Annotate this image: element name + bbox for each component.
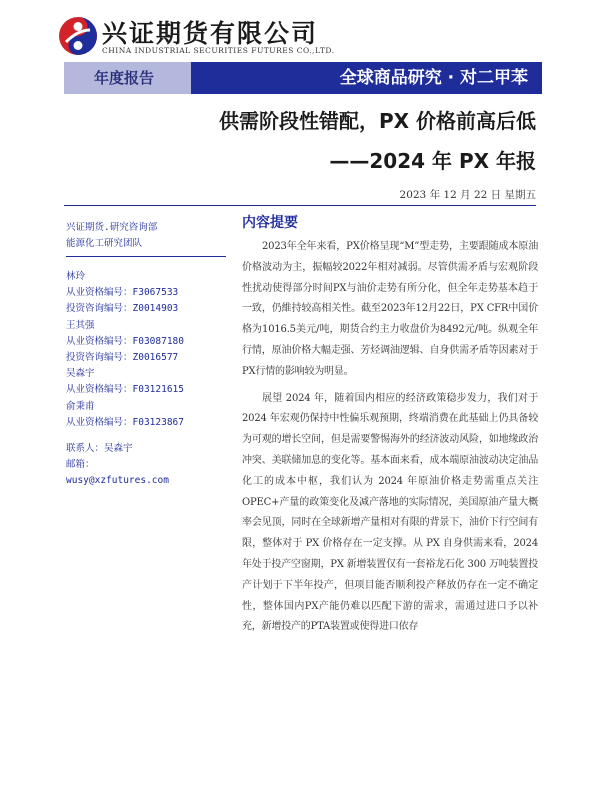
analyst-sidebar: [66, 220, 226, 490]
company-logo-icon: [58, 16, 98, 56]
analyst-line: 吴森宇: [66, 368, 95, 380]
contact-block: [66, 441, 226, 490]
header-divider: [64, 205, 536, 206]
analyst-line: 从业资格编号：F03123867: [66, 416, 184, 428]
contact-email-link[interactable]: wusy@xzfutures.com: [66, 475, 169, 487]
analyst-list: [66, 269, 226, 431]
summary-section: [242, 213, 538, 638]
company-name: 兴证期货有限公司: [102, 19, 319, 48]
report-date: 2023 年 12 月 22 日 星期五: [399, 189, 536, 201]
contact-email-label: 邮箱：: [66, 459, 95, 471]
contact-person: 联系人：吴森宇: [66, 443, 133, 455]
analyst-line: 投资咨询编号：Z0014903: [66, 303, 179, 315]
analyst-line: 从业资格编号：F03121615: [66, 384, 184, 396]
analyst-line: 投资咨询编号：Z0016577: [66, 352, 179, 364]
analyst-line: 俞秉甫: [66, 400, 95, 412]
summary-paragraph: 展望 2024 年，随着国内相应的经济政策稳步发力，我们对于 2024 年宏观仍保持中性偏乐观预期，终端消费在此基础上仍具备较为可观的增长空间，但是需要警惕海外的经济波动风险，如地缘政治冲突、美联储加息的变化等。基本面来看，成本端原油波动决定油品化工的成本中枢，我们认为 2024 年原油价格走势需重点关注 OPEC+产量的政策变化及减产落地的实际情况，美国原油产量大概率会见顶，同时在全球新增产量相对有限的背景下，油价下行空间有限，整体对于 PX 价格存在一定支撑。从 PX 自身供需来看，2024 年处于投产空窗期，PX 新增装置仅有一套裕龙石化 300 万吨装置投产计划于下半年投产，但项目能否顺利投产释放仍存在一定不确定性，整体国内PX产能仍难以匹配下游的需求，需通过进口予以补充，新增投产的PTA装置或使得进口依存: [242, 392, 538, 633]
company-name-en: CHINA INDUSTRIAL SECURITIES FUTURES CO.,LTD.: [102, 46, 335, 55]
company-logo: [58, 12, 358, 62]
research-team: 能源化工研究团队: [66, 236, 226, 257]
section-title: 内容提要: [242, 215, 298, 231]
summary-paragraph: 2023年全年来看，PX价格呈现“M”型走势，主要跟随成本原油价格波动为主，振幅较2022年相对减弱。尽管供需矛盾与宏观阶段性扰动使得部分时间PX与油价走势有所分化，但全年走势基本趋于一致，仍維持较高相关性。截至2023年12月22日，PX CFR中国价格为1016.5美元/吨，期货合约主力收盘价为8492元/吨。纵观全年行情，原油价格大幅走强、芳烃调油逻辑、自身供需矛盾等因素对于PX行情的影响较为明显。: [242, 241, 538, 377]
report-banner: [64, 62, 542, 94]
analyst-line: 从业资格编号：F03087180: [66, 335, 184, 347]
analyst-line: 林玲: [66, 271, 86, 282]
report-type-label: 年度报告: [64, 62, 191, 94]
series-title: 全球商品研究 · 对二甲苯: [191, 62, 542, 94]
report-title: 供需阶段性错配，PX 价格前高后低: [218, 109, 536, 133]
analyst-line: 从业资格编号：F3067533: [66, 287, 179, 299]
analyst-line: 王其强: [66, 319, 95, 331]
report-subtitle: ——2024 年 PX 年报: [329, 149, 536, 173]
research-department: 兴证期货.研究咨询部: [66, 222, 158, 233]
